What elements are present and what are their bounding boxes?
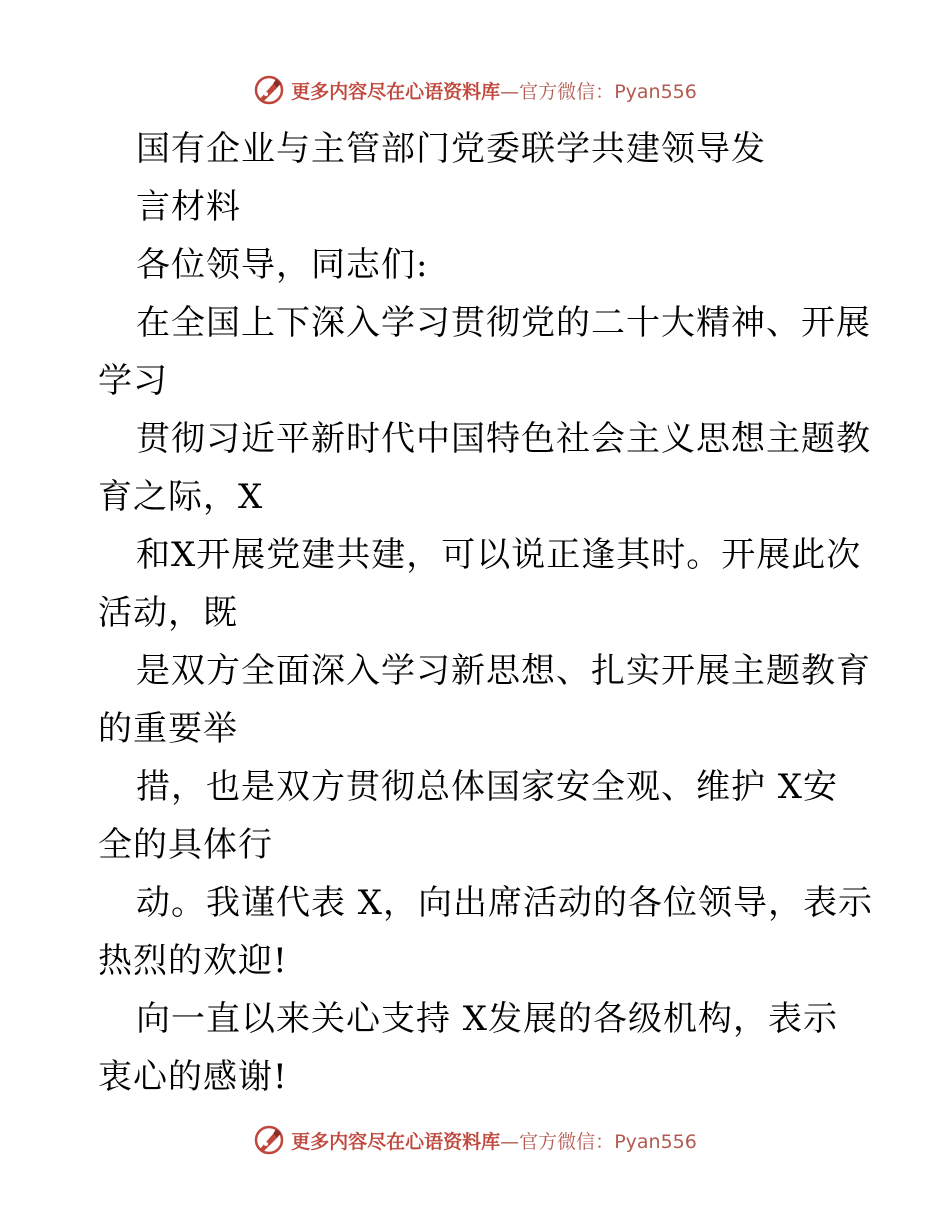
document-line: 衷心的感谢!	[98, 1057, 288, 1097]
banner-wechat-label: 官方微信：	[519, 1130, 615, 1153]
banner-text	[291, 77, 697, 104]
document-line: 向一直以来关心支持 X发展的各级机构，表示	[136, 999, 839, 1039]
document-line: 动。我谨代表 X，向出席活动的各位领导，表示	[136, 883, 874, 923]
footer-banner	[0, 1120, 950, 1160]
document-line: 学习	[98, 361, 168, 401]
document-line: 言材料	[136, 187, 241, 227]
pen-logo-icon	[253, 74, 285, 106]
document-body	[98, 120, 874, 1106]
banner-wechat-label: 官方微信：	[519, 80, 615, 103]
banner-dash: —	[500, 1130, 520, 1153]
banner-dash: —	[500, 80, 520, 103]
document-line: 的重要举	[98, 709, 238, 749]
document-line: 热烈的欢迎!	[98, 941, 288, 981]
document-line: 在全国上下深入学习贯彻党的二十大精神、开展	[136, 303, 871, 343]
header-banner	[0, 70, 950, 110]
document-line: 活动，既	[98, 593, 238, 633]
banner-site-text: 更多内容尽在心语资料库	[291, 80, 501, 103]
banner-text	[291, 1127, 697, 1154]
banner-site-text: 更多内容尽在心语资料库	[291, 1130, 501, 1153]
document-line: 全的具体行	[98, 825, 273, 865]
document-line: 是双方全面深入学习新思想、扎实开展主题教育	[136, 651, 871, 691]
document-line: 各位领导，同志们:	[136, 245, 429, 285]
document-line: 国有企业与主管部门党委联学共建领导发	[136, 129, 766, 169]
banner-wechat-id: Pyan556	[614, 80, 697, 103]
document-line: 措，也是双方贯彻总体国家安全观、维护 X安	[136, 767, 839, 807]
document-line: 和X开展党建共建，可以说正逢其时。开展此次	[136, 535, 862, 575]
document-line: 贯彻习近平新时代中国特色社会主义思想主题教	[136, 419, 871, 459]
document-line: 育之际，X	[98, 477, 264, 517]
banner-wechat-id: Pyan556	[614, 1130, 697, 1153]
pen-logo-icon	[253, 1124, 285, 1156]
